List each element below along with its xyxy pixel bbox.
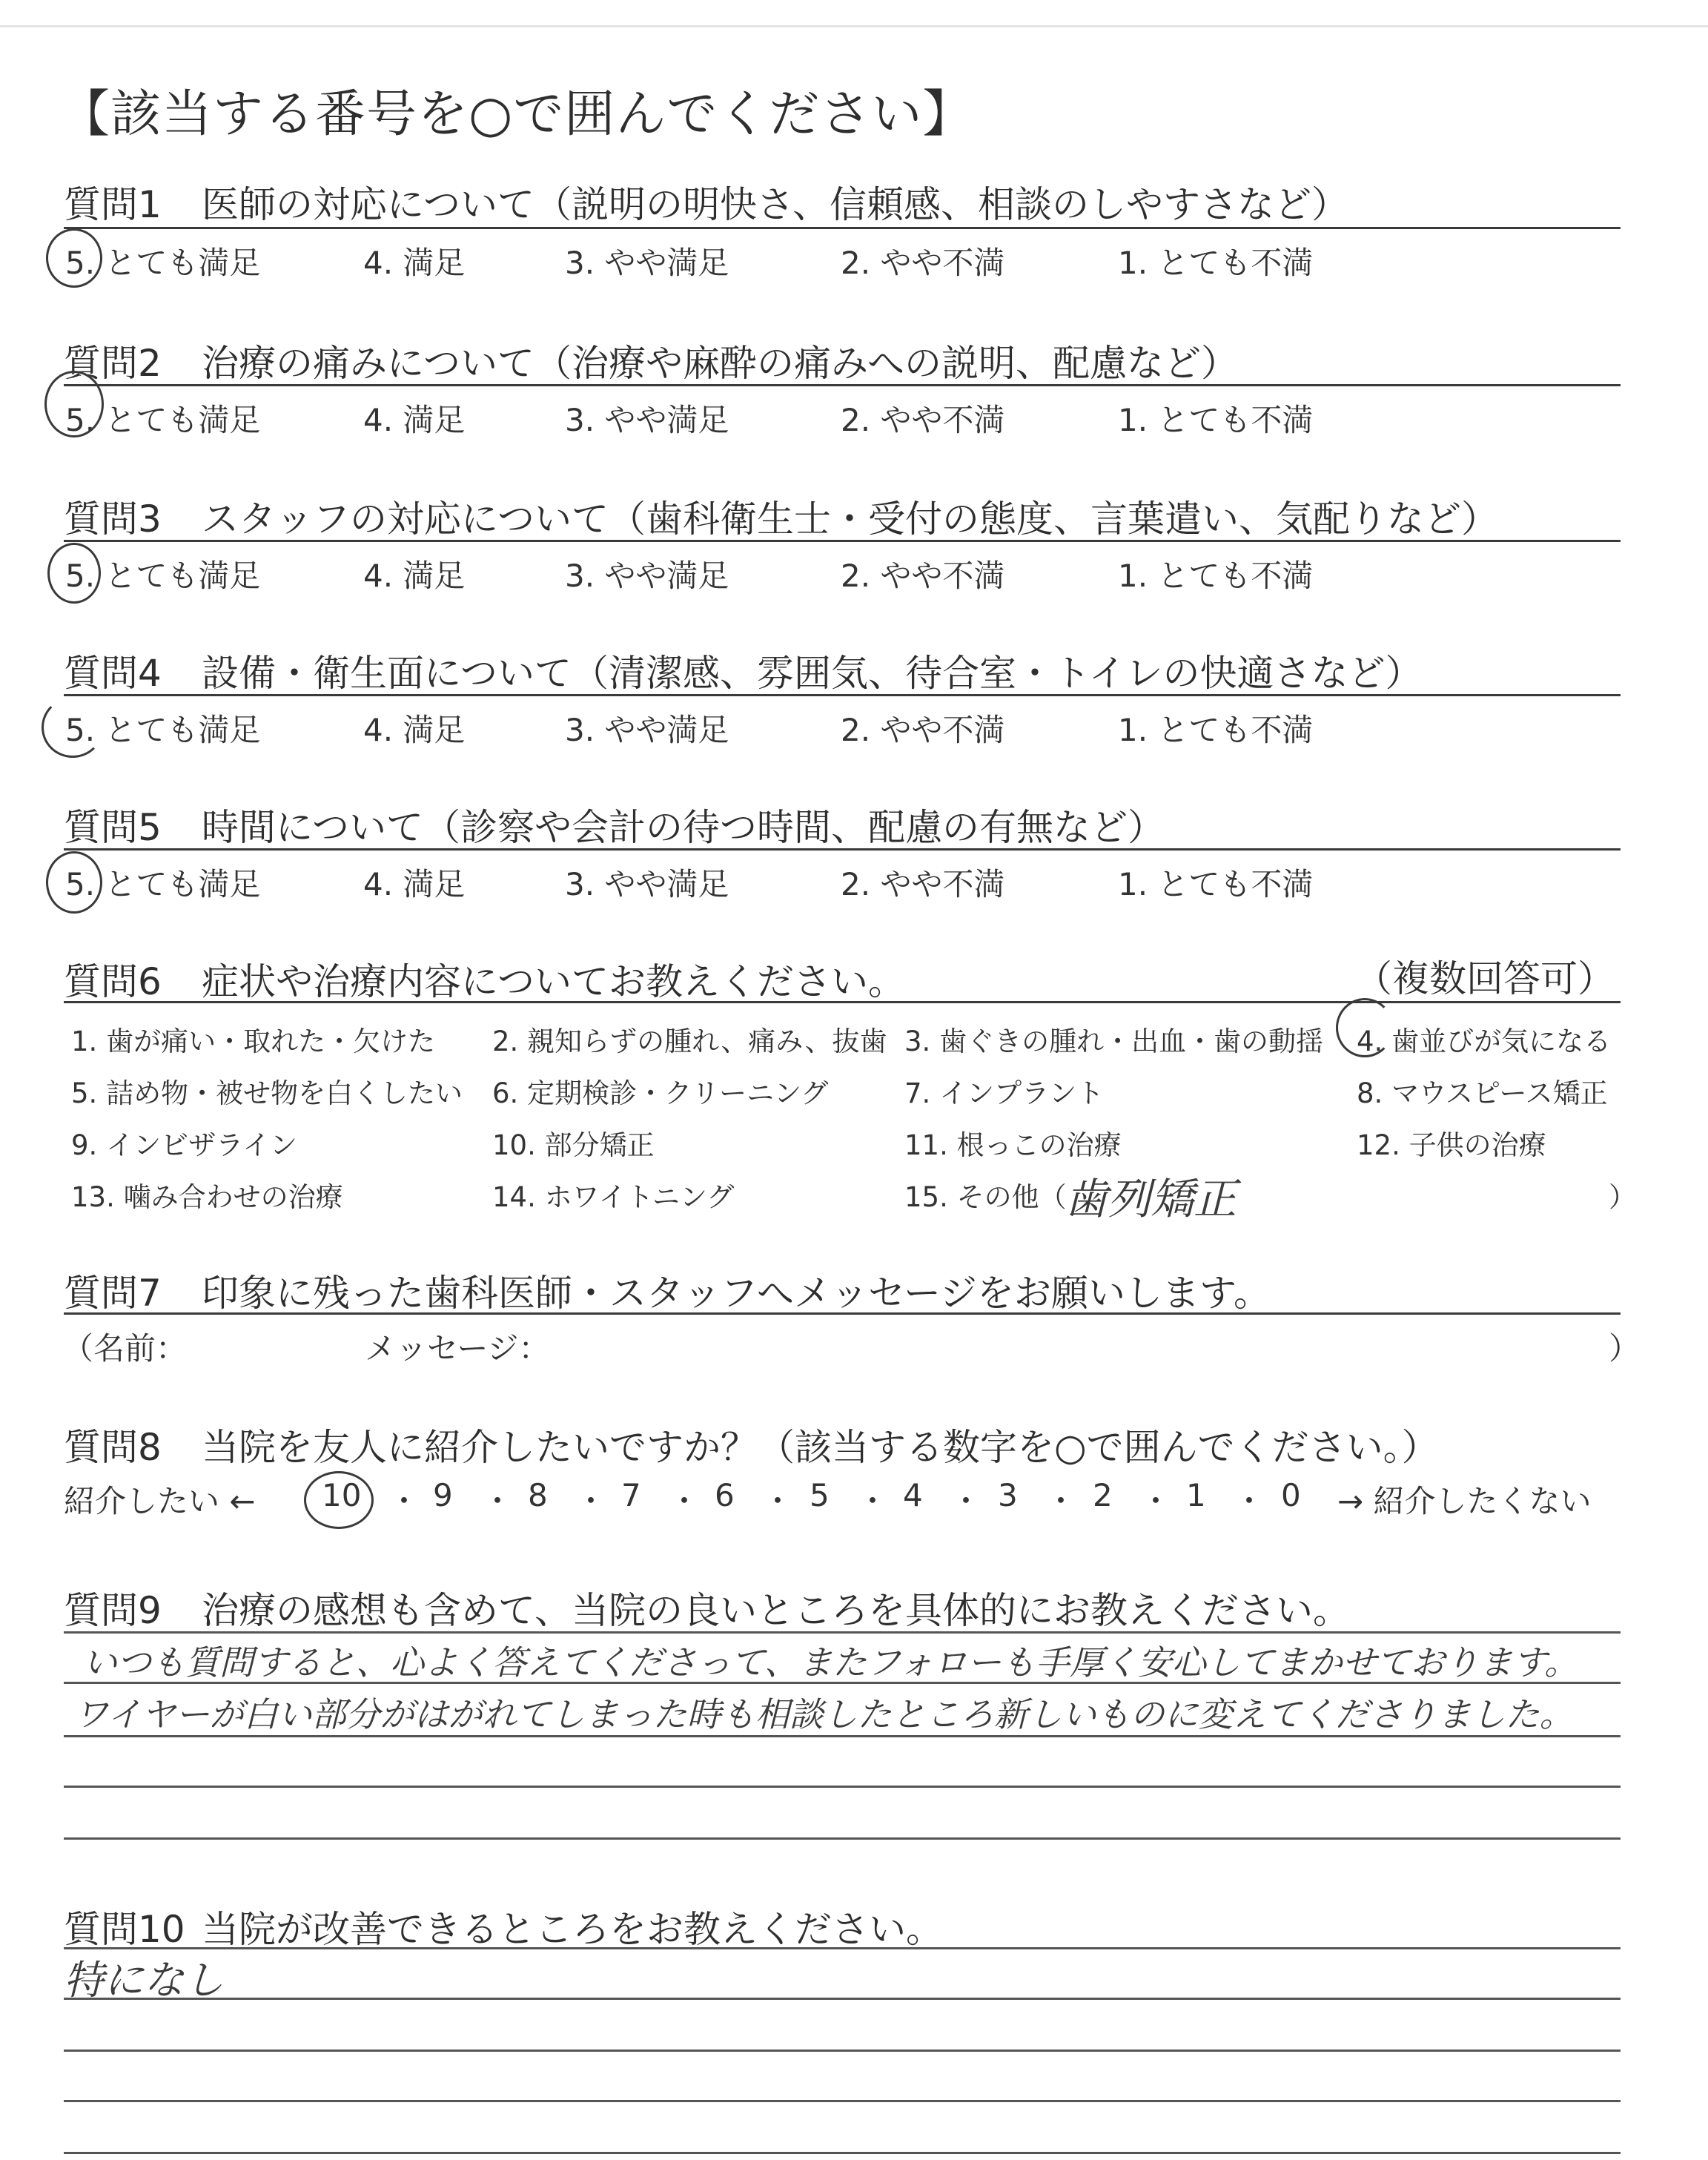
question-number: 質問9 — [64, 1589, 162, 1632]
q6-item-10[interactable]: 10. 部分矯正 — [492, 1129, 655, 1161]
q6-item-13[interactable]: 13. 噛み合わせの治療 — [71, 1181, 343, 1213]
q4-option-3[interactable]: 3. やや満足 — [565, 712, 729, 748]
question-number: 質問6 — [64, 960, 162, 1003]
scan-top-edge — [0, 25, 1708, 27]
answer-line — [64, 2050, 1621, 2052]
question-2 — [64, 334, 1238, 387]
q7-message-label: メッセージ： — [365, 1330, 550, 1367]
q3-option-1[interactable]: 1. とても不満 — [1118, 558, 1314, 594]
q2-option-3[interactable]: 3. やや満足 — [565, 402, 729, 438]
scale-10[interactable]: 10 — [322, 1477, 362, 1513]
scale-separator: ・ — [388, 1483, 420, 1519]
q5-option-3[interactable]: 3. やや満足 — [565, 866, 729, 902]
question-7 — [64, 1264, 1271, 1317]
scale-1[interactable]: 1 — [1186, 1477, 1206, 1513]
q6-item-7[interactable]: 7. インプラント — [904, 1077, 1105, 1109]
q2-option-5[interactable]: 5. とても満足 — [65, 402, 261, 438]
q1-option-5[interactable]: 5. とても満足 — [65, 245, 261, 281]
question-text: スタッフの対応について（歯科衛生士・受付の態度、言葉遣い、気配りなど） — [202, 498, 1498, 541]
scale-selection-circle — [304, 1471, 374, 1529]
question-10 — [64, 1900, 943, 1953]
question-text: 当院を友人に紹介したいですか？（該当する数字を○で囲んでください。） — [202, 1426, 1439, 1469]
q6-item-1[interactable]: 1. 歯が痛い・取れた・欠けた — [71, 1025, 436, 1057]
scale-separator: ・ — [857, 1483, 889, 1519]
q2-option-2[interactable]: 2. やや不満 — [841, 402, 1005, 438]
q3-option-2[interactable]: 2. やや不満 — [841, 558, 1005, 594]
question-number: 質問10 — [64, 1908, 185, 1951]
q5-option-4[interactable]: 4. 満足 — [363, 866, 466, 902]
question-2-rule — [64, 384, 1621, 386]
scale-separator: ・ — [950, 1483, 982, 1519]
scale-6[interactable]: 6 — [715, 1477, 735, 1513]
question-text: 症状や治療内容についてお教えください。 — [202, 960, 905, 1003]
question-3-rule — [64, 540, 1621, 542]
q6-other-answer[interactable]: 歯列矯正 — [1065, 1174, 1237, 1224]
scale-separator: ・ — [1045, 1483, 1077, 1519]
question-9 — [64, 1581, 1350, 1634]
scale-4[interactable]: 4 — [903, 1477, 923, 1513]
q5-option-5[interactable]: 5. とても満足 — [65, 866, 261, 902]
scale-separator: ・ — [1140, 1483, 1172, 1519]
q6-item-11[interactable]: 11. 根っこの治療 — [904, 1129, 1122, 1161]
q6-item-8[interactable]: 8. マウスピース矯正 — [1357, 1077, 1608, 1109]
answer-line — [64, 2100, 1621, 2102]
scale-separator: ・ — [482, 1483, 514, 1519]
q4-option-4[interactable]: 4. 満足 — [363, 712, 466, 748]
q4-option-1[interactable]: 1. とても不満 — [1118, 712, 1314, 748]
scale-5[interactable]: 5 — [810, 1477, 830, 1513]
answer-line — [64, 1837, 1621, 1840]
question-4 — [64, 644, 1423, 697]
q9-answer-line-2[interactable]: ワイヤーが白い部分がはがれてしまった時も相談したところ新しいものに変えてくださりました。 — [74, 1694, 1574, 1734]
q2-option-1[interactable]: 1. とても不満 — [1118, 402, 1314, 438]
q7-name-label: （名前： — [62, 1330, 188, 1367]
scale-2[interactable]: 2 — [1093, 1477, 1113, 1513]
q5-option-2[interactable]: 2. やや不満 — [841, 866, 1005, 902]
question-number: 質問5 — [64, 806, 162, 849]
q3-option-4[interactable]: 4. 満足 — [363, 558, 466, 594]
q6-item-4[interactable]: 4. 歯並びが気になる — [1357, 1025, 1612, 1057]
question-4-rule — [64, 694, 1621, 696]
question-8 — [64, 1418, 1439, 1471]
question-6 — [64, 952, 905, 1005]
question-text: 印象に残った歯科医師・スタッフへメッセージをお願いします。 — [202, 1272, 1271, 1315]
q6-other-close: ） — [1609, 1181, 1636, 1213]
q5-selection-circle — [46, 851, 102, 914]
q3-option-3[interactable]: 3. やや満足 — [565, 558, 729, 594]
question-5 — [64, 798, 1165, 851]
q4-selection-circle — [42, 697, 104, 758]
scale-9[interactable]: 9 — [433, 1477, 453, 1513]
q1-option-1[interactable]: 1. とても不満 — [1118, 245, 1314, 281]
q6-item-6[interactable]: 6. 定期検診・クリーニング — [492, 1077, 829, 1109]
q6-item-3[interactable]: 3. 歯ぐきの腫れ・出血・歯の動揺 — [904, 1025, 1324, 1057]
q2-option-4[interactable]: 4. 満足 — [363, 402, 466, 438]
multiple-answers-note: （複数回答可） — [1355, 957, 1615, 1000]
question-7-rule — [64, 1312, 1621, 1315]
q4-option-2[interactable]: 2. やや不満 — [841, 712, 1005, 748]
q1-option-2[interactable]: 2. やや不満 — [841, 245, 1005, 281]
question-text: 治療の感想も含めて、当院の良いところを具体的にお教えください。 — [202, 1589, 1350, 1632]
question-6-rule — [64, 1001, 1621, 1003]
q3-option-5[interactable]: 5. とても満足 — [65, 558, 261, 594]
question-number: 質問3 — [64, 498, 162, 541]
question-5-rule — [64, 848, 1621, 851]
scale-separator: ・ — [762, 1483, 794, 1519]
question-1-rule — [64, 227, 1621, 229]
q4-option-5[interactable]: 5. とても満足 — [65, 712, 261, 748]
q3-selection-circle — [47, 543, 101, 604]
q1-option-3[interactable]: 3. やや満足 — [565, 245, 729, 281]
question-text: 設備・衛生面について（清潔感、雰囲気、待合室・トイレの快適さなど） — [202, 652, 1423, 695]
question-1 — [64, 175, 1348, 228]
answer-line — [64, 1947, 1621, 1949]
q6-item-9[interactable]: 9. インビザライン — [71, 1129, 297, 1161]
question-number: 質問2 — [64, 342, 162, 385]
question-number: 質問8 — [64, 1426, 162, 1469]
scale-3[interactable]: 3 — [998, 1477, 1018, 1513]
question-3 — [64, 489, 1498, 543]
q1-option-4[interactable]: 4. 満足 — [363, 245, 466, 281]
answer-line — [64, 1998, 1621, 2000]
answer-line — [64, 1786, 1621, 1788]
q6-item-14[interactable]: 14. ホワイトニング — [492, 1181, 735, 1213]
q2-selection-circle — [44, 371, 104, 437]
question-text: 治療の痛みについて（治療や麻酔の痛みへの説明、配慮など） — [202, 342, 1238, 385]
scale-7[interactable]: 7 — [621, 1477, 641, 1513]
question-text: 時間について（診察や会計の待つ時間、配慮の有無など） — [202, 806, 1165, 849]
q1-selection-circle — [46, 228, 102, 288]
q10-answer[interactable]: 特になし — [64, 1957, 224, 2004]
q6-item-2[interactable]: 2. 親知らずの腫れ、痛み、抜歯 — [492, 1025, 887, 1057]
scale-separator: ・ — [669, 1483, 701, 1519]
page-title: 【該当する番号を○で囲んでください】 — [59, 85, 974, 144]
scale-separator: ・ — [1234, 1483, 1265, 1519]
q6-item-5[interactable]: 5. 詰め物・被せ物を白くしたい — [71, 1077, 463, 1109]
question-number: 質問4 — [64, 652, 162, 695]
answer-line — [64, 1682, 1621, 1684]
recommend-right-label: → 紹介したくない — [1337, 1483, 1592, 1519]
q6-item-12[interactable]: 12. 子供の治療 — [1357, 1129, 1546, 1161]
q5-option-1[interactable]: 1. とても不満 — [1118, 866, 1314, 902]
answer-line — [64, 1735, 1621, 1737]
q9-answer-line-1[interactable]: いつも質問すると、心よく答えてくださって、またフォローも手厚く安心してまかせております。 — [83, 1642, 1579, 1682]
answer-line — [64, 1631, 1621, 1634]
question-number: 質問1 — [64, 183, 162, 226]
q6-selection-circle — [1336, 998, 1394, 1057]
scale-separator: ・ — [575, 1483, 607, 1519]
recommend-left-label: 紹介したい ← — [64, 1483, 256, 1519]
question-number: 質問7 — [64, 1272, 162, 1315]
q6-item-15[interactable]: 15. その他（ — [904, 1181, 1067, 1213]
scale-8[interactable]: 8 — [528, 1477, 548, 1513]
question-text: 当院が改善できるところをお教えください。 — [202, 1908, 943, 1951]
q7-close: ） — [1609, 1330, 1641, 1367]
scale-0[interactable]: 0 — [1281, 1477, 1301, 1513]
question-text: 医師の対応について（説明の明快さ、信頼感、相談のしやすさなど） — [202, 183, 1348, 226]
answer-line — [64, 2152, 1621, 2154]
